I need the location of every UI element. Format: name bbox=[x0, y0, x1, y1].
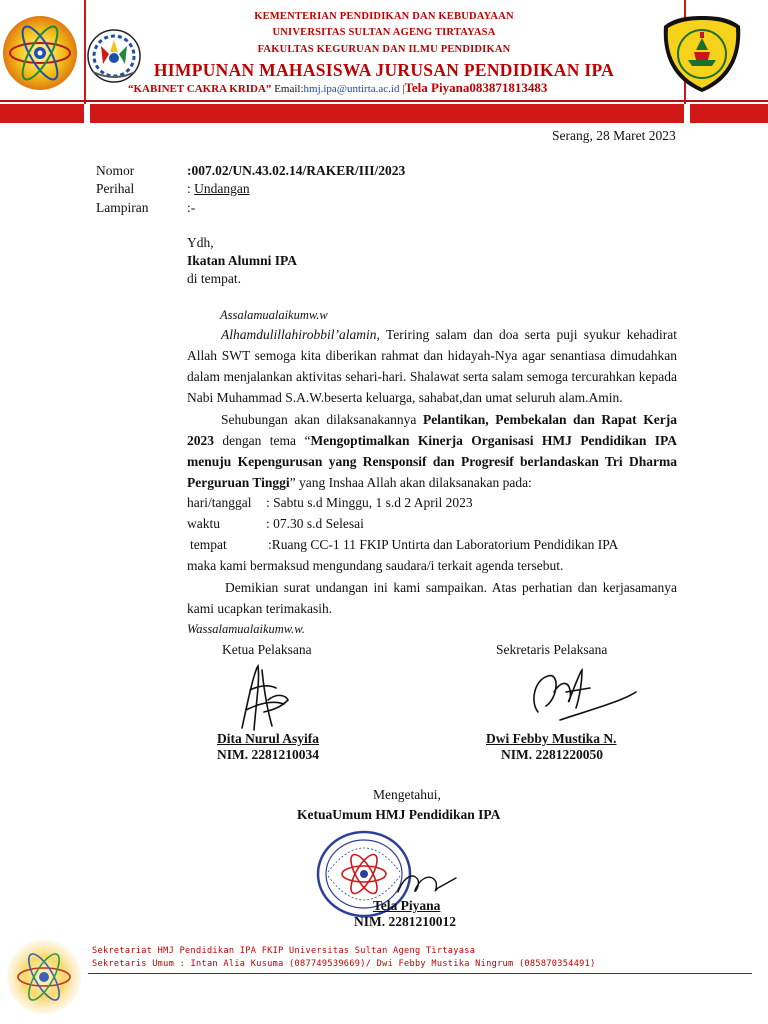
paragraph-closing: Demikian surat undangan ini kami sampaikan. Atas perhatian dan kerjasamanya kami ucapkan terimakasih. bbox=[187, 580, 677, 616]
contact-separator: | bbox=[402, 83, 405, 95]
chair-nim: NIM. 2281210012 bbox=[354, 914, 456, 929]
header-university: UNIVERSITAS SULTAN AGENG TIRTAYASA bbox=[272, 27, 496, 38]
hari-value: : Sabtu s.d Minggu, 1 s.d 2 April 2023 bbox=[266, 495, 473, 510]
paragraph-invitation bbox=[187, 409, 677, 493]
left-signer-nim: NIM. 2281210034 bbox=[217, 747, 319, 762]
hamdalah: Alhamdulillahirobbil’alamin, bbox=[221, 327, 380, 342]
left-signer-name: Dita Nurul Asyifa bbox=[217, 731, 320, 746]
header-red-band bbox=[0, 104, 768, 123]
perihal-label: Perihal bbox=[96, 181, 135, 196]
tempat-label: tempat bbox=[190, 537, 227, 552]
email-label: Email: bbox=[274, 83, 304, 95]
header-ministry: KEMENTERIAN PENDIDIKAN DAN KEBUDAYAAN bbox=[254, 11, 514, 22]
mengetahui-label: Mengetahui, bbox=[373, 787, 441, 802]
recipient-name: Ikatan Alumni IPA bbox=[187, 253, 298, 268]
contact-person: Tela Piyana083871813483 bbox=[404, 80, 548, 95]
recipient-place: di tempat. bbox=[187, 271, 241, 286]
right-signer-name: Dwi Febby Mustika N. bbox=[486, 731, 617, 746]
header-contact-line bbox=[128, 80, 547, 96]
nomor-value: :007.02/UN.43.02.14/RAKER/III/2023 bbox=[187, 163, 406, 178]
event-name: Pelantikan, Pembekalan dan Rapat Kerja 2023 bbox=[187, 412, 677, 448]
tempat-value: :Ruang CC-1 11 FKIP Untirta dan Laboratorium Pendidikan IPA bbox=[268, 537, 619, 552]
letter-date: Serang, 28 Maret 2023 bbox=[552, 128, 676, 143]
p2-text-b: dengan tema “ bbox=[214, 433, 311, 448]
chair-name: Tela Piyana bbox=[373, 898, 441, 913]
lampiran-value: :- bbox=[187, 200, 196, 215]
header-faculty: FAKULTAS KEGURUAN DAN ILMU PENDIDIKAN bbox=[257, 44, 511, 55]
waktu-value: : 07.30 s.d Selesai bbox=[266, 516, 364, 531]
header-band-notch bbox=[684, 104, 690, 123]
left-signer-title: Ketua Pelaksana bbox=[222, 642, 312, 657]
chair-title: KetuaUmum HMJ Pendidikan IPA bbox=[297, 807, 501, 822]
p2-text-a: Sehubungan akan dilaksanakannya bbox=[221, 412, 423, 427]
footer-secretariat: Sekretariat HMJ Pendidikan IPA FKIP Universitas Sultan Ageng Tirtayasa bbox=[92, 946, 476, 956]
right-signer-nim: NIM. 2281220050 bbox=[501, 747, 603, 762]
header-rule bbox=[0, 100, 768, 102]
footer-rule bbox=[88, 973, 752, 974]
hari-label: hari/tanggal bbox=[187, 495, 252, 510]
perihal-prefix: : bbox=[187, 181, 195, 196]
cabinet-name: “KABINET CAKRA KRIDA” bbox=[128, 83, 272, 95]
event-theme: Mengoptimalkan Kinerja Organisasi HMJ Pendidikan IPA menuju Kepengurusan yang Rensponsif dan Progresif berlandaskan Tri Dharma Perguruan Tinggi bbox=[187, 433, 677, 490]
paragraph-opening-text: Teriring salam dan doa serta puji syukur kehadirat Allah SWT semoga kita diberikan rahmat dan hidayah-Nya agar senantiasa dimudahkan dalam menjalankan aktivitas sehari-hari. Shalawat serta salam semoga tercurahkan kepada Nabi Muhammad S.A.W.beserta keluarga, sahabat,dan umat seluruh alam.Amin. bbox=[187, 327, 677, 405]
waktu-label: waktu bbox=[187, 516, 220, 531]
footer-atom-logo-icon bbox=[4, 938, 84, 1016]
salam-closing: Wassalamualaikumw.w. bbox=[187, 622, 305, 636]
email-link[interactable]: hmj.ipa@untirta.ac.id bbox=[303, 83, 400, 95]
header-band-notch bbox=[84, 104, 90, 123]
footer-secretary-contacts: Sekretaris Umum : Intan Alia Kusuma (087749539669)/ Dwi Febby Mustika Ningrum (085870354491) bbox=[92, 959, 596, 969]
paragraph-opening bbox=[187, 324, 677, 408]
right-signature-icon bbox=[520, 662, 640, 726]
right-signer-title: Sekretaris Pelaksana bbox=[496, 642, 608, 657]
perihal-value bbox=[187, 180, 250, 198]
left-signature-icon bbox=[228, 660, 298, 736]
nomor-label: Nomor bbox=[96, 163, 135, 178]
invitation-sentence: maka kami bermaksud mengundang saudara/i terkait agenda tersebut. bbox=[187, 558, 564, 573]
lampiran-label: Lampiran bbox=[96, 200, 149, 215]
recipient-greeting: Ydh, bbox=[187, 235, 214, 250]
perihal-text: Undangan bbox=[194, 181, 250, 196]
salam-opening: Assalamualaikumw.w bbox=[220, 308, 328, 322]
header-organization: HIMPUNAN MAHASISWA JURUSAN PENDIDIKAN IPA bbox=[153, 60, 615, 80]
p2-text-c: ” yang Inshaa Allah akan dilaksanakan pada: bbox=[289, 475, 532, 490]
